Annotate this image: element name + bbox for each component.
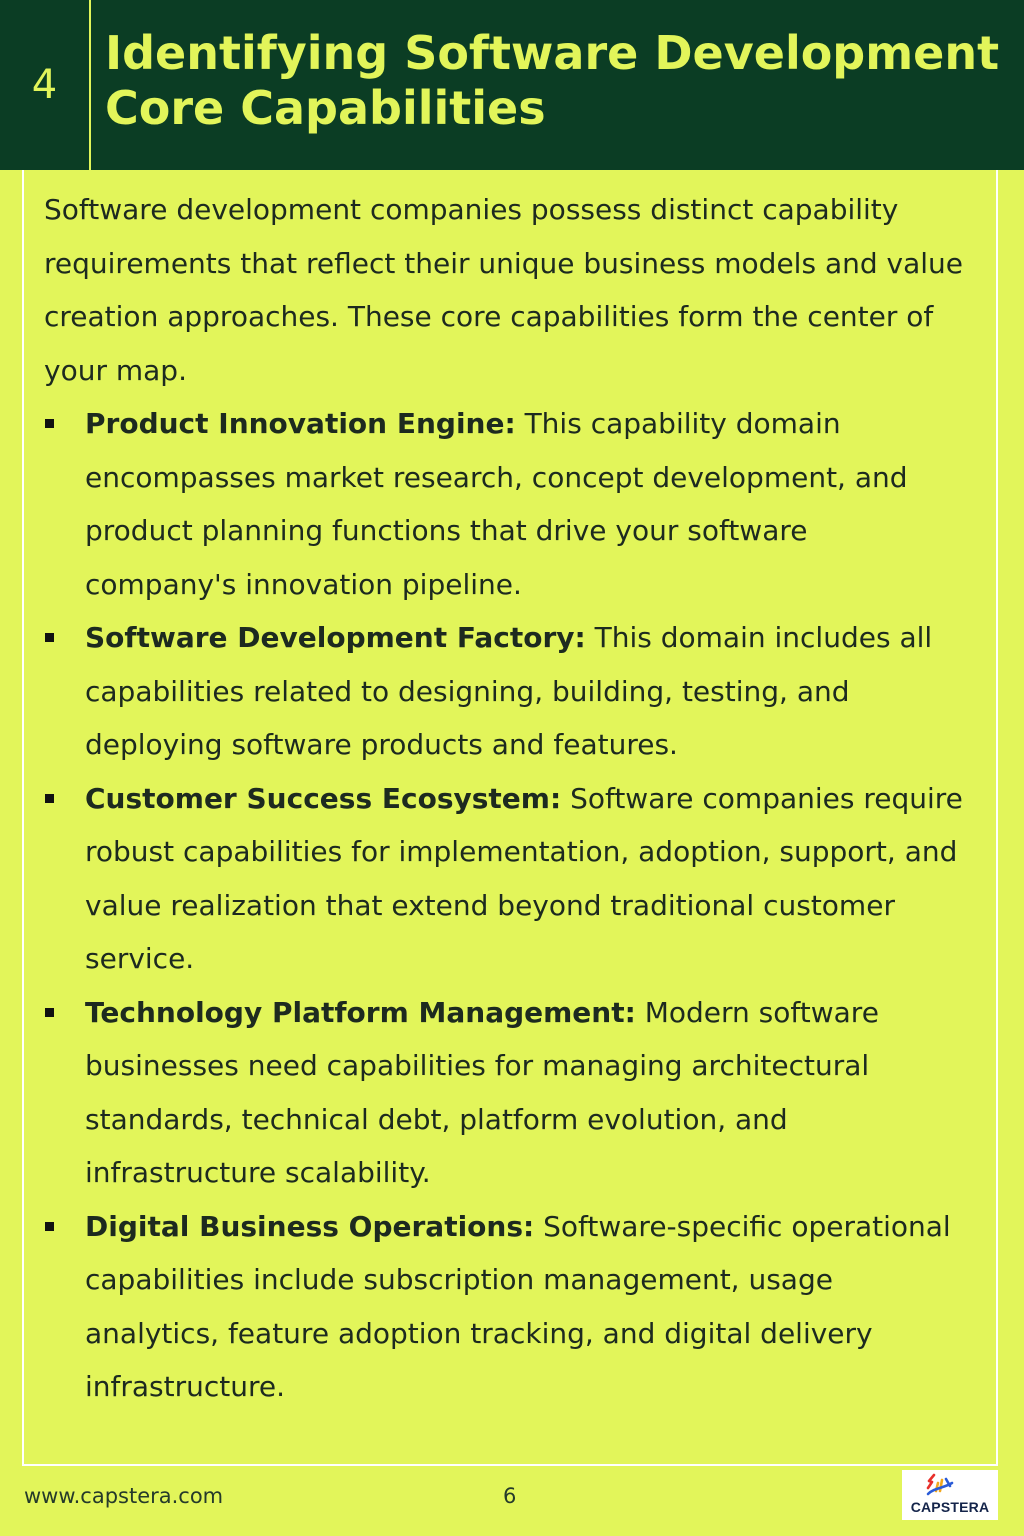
capability-list	[44, 397, 964, 1414]
capstera-logo	[902, 1470, 998, 1520]
capability-term: Software Development Factory:	[85, 621, 586, 654]
list-item	[44, 1200, 964, 1414]
intro-paragraph: Software development companies possess distinct capability requirements that reflect their unique business models and value creation approaches. These core capabilities form the center of your map.	[44, 193, 964, 387]
square-bullet-icon	[45, 1222, 54, 1231]
list-item	[44, 772, 964, 986]
capability-term: Customer Success Ecosystem:	[85, 781, 562, 815]
capability-description: Software companies require robust capabilities for implementation, adoption, support, and value realization that extend beyond traditional customer service.	[85, 781, 963, 975]
capability-description: This capability domain encompasses market research, concept development, and product planning functions that drive your software company's innovation pipeline.	[85, 407, 908, 601]
capstera-logo-icon	[922, 1473, 956, 1499]
capability-description: This domain includes all capabilities related to designing, building, testing, and deploying software products and features.	[85, 621, 933, 761]
capability-description: Software-specific operational capabilities include subscription management, usage analytics, feature adoption tracking, and digital delivery infrastructure.	[85, 1209, 951, 1403]
capability-term: Product Innovation Engine:	[85, 407, 516, 440]
square-bullet-icon	[45, 633, 54, 642]
capability-term: Technology Platform Management:	[85, 995, 636, 1029]
square-bullet-icon	[45, 419, 54, 428]
list-item	[44, 611, 964, 772]
header-divider	[89, 0, 91, 170]
section-number: 4	[31, 62, 58, 108]
page-header	[0, 0, 1024, 170]
list-item	[44, 397, 964, 611]
square-bullet-icon	[45, 794, 54, 803]
content-body	[44, 183, 964, 1414]
page-title-line-2: Core Capabilities	[105, 81, 546, 135]
page-title-line-1: Identifying Software Development	[105, 26, 1000, 80]
footer-url: www.capstera.com	[24, 1484, 224, 1508]
square-bullet-icon	[45, 1008, 54, 1017]
page-title	[105, 26, 1005, 136]
capability-description: Modern software businesses need capabilities for managing architectural standards, technical debt, platform evolution, and infrastructure scalability.	[85, 995, 879, 1189]
list-item	[44, 986, 964, 1200]
capability-term: Digital Business Operations:	[85, 1209, 535, 1243]
logo-text: CAPSTERA	[910, 1499, 990, 1515]
page-number: 6	[503, 1484, 517, 1508]
